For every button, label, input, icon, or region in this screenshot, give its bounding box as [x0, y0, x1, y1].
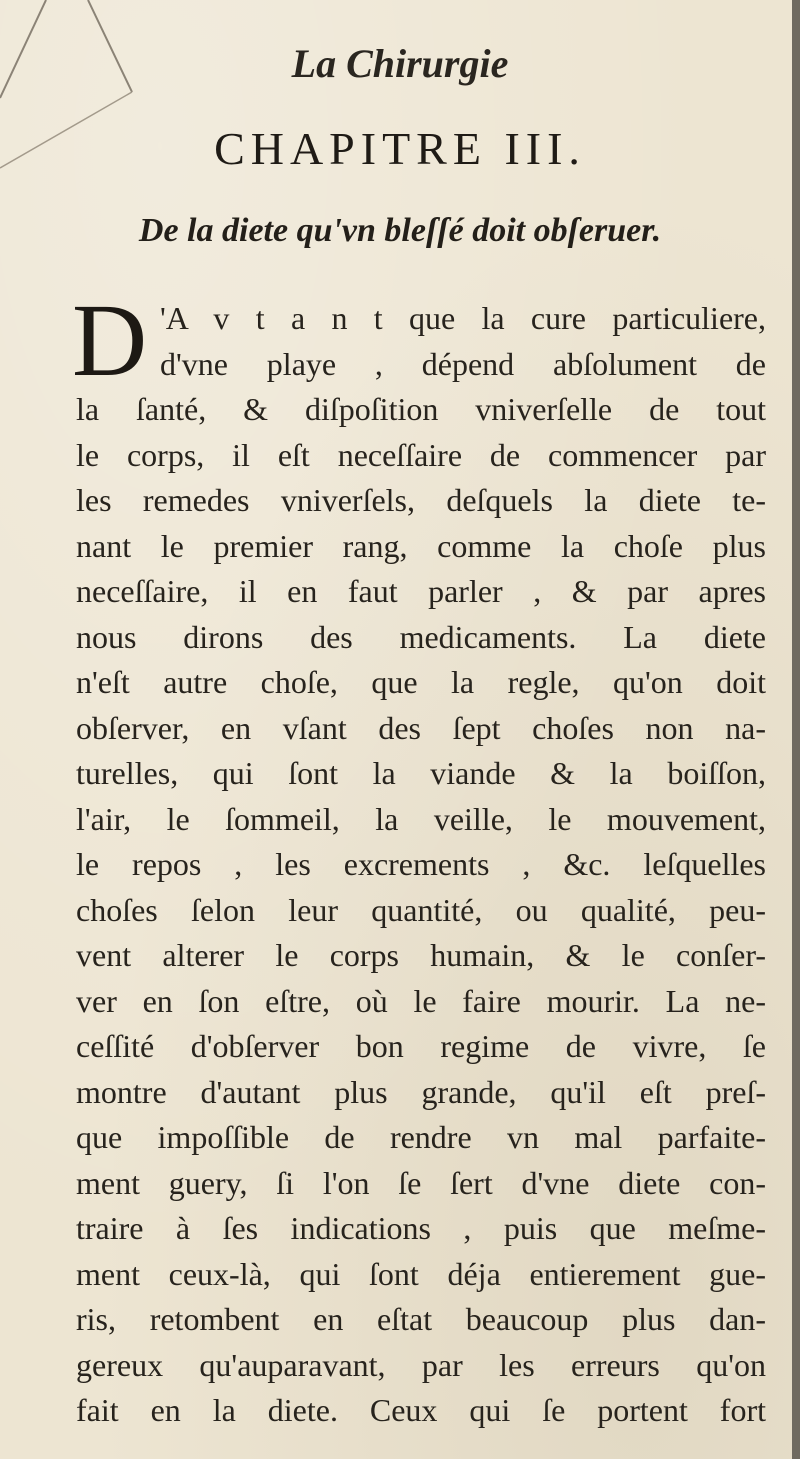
running-head: La Chirurgie — [291, 41, 509, 86]
text-line: turelles, qui ſont la viande & la boiſſon, — [76, 755, 766, 791]
text-line: fait en la diete. Ceux qui ſe portent fort — [76, 1392, 766, 1428]
text-line: la ſanté, & diſpoſition vniverſelle de tout — [76, 391, 766, 427]
text-line: vent alterer le corps humain, & le conſer- — [76, 937, 766, 973]
chapter-subtitle: De la diete qu'vn bleſſé doit obſeruer. — [138, 212, 662, 249]
text-line: le repos , les excrements , &c. leſquelles — [76, 846, 766, 882]
text-line: n'eſt autre choſe, que la regle, qu'on doit — [76, 664, 766, 700]
text-line: les remedes vniverſels, deſquels la diete te- — [76, 482, 766, 518]
text-line: que impoſſible de rendre vn mal parfaite- — [76, 1119, 766, 1155]
text-line: montre d'autant plus grande, qu'il eſt preſ- — [76, 1073, 766, 1110]
text-line: ris, retombent en eſtat beaucoup plus dan- — [76, 1301, 766, 1337]
text-line: ment ceux-là, qui ſont déja entierement gue- — [76, 1255, 766, 1292]
text-line: nant le premier rang, comme la choſe plus — [76, 527, 766, 564]
text-line: neceſſaire, il en faut parler , & par apres — [76, 573, 766, 609]
text-line: gereux qu'auparavant, par les erreurs qu'on — [76, 1346, 766, 1383]
text-line: choſes ſelon leur quantité, ou qualité, peu- — [76, 891, 766, 928]
text-line: obſerver, en vſant des ſept choſes non na- — [76, 709, 766, 746]
text-line: ceſſité d'obſerver bon regime de vivre, ſe — [76, 1028, 766, 1064]
body-text — [72, 283, 766, 1434]
text-line: le corps, il eſt neceſſaire de commencer par — [76, 436, 766, 473]
text-line: ment guery, ſi l'on ſe ſert d'vne diete con- — [76, 1164, 766, 1201]
drop-cap: D — [72, 283, 148, 398]
text-line: nous dirons des medicaments. La diete — [76, 618, 766, 655]
text-line: traire à ſes indications , puis que meſme- — [76, 1210, 766, 1246]
text-line: 'A v t a n t que la cure particuliere, — [160, 300, 766, 336]
text-line: d'vne playe , dépend abſolument de — [160, 345, 766, 382]
text-line: l'air, le ſommeil, la veille, le mouvement, — [76, 800, 766, 837]
text-line: ver en ſon eſtre, où le faire mourir. La ne- — [76, 982, 766, 1019]
chapter-heading: CHAPITRE III. — [214, 123, 586, 174]
